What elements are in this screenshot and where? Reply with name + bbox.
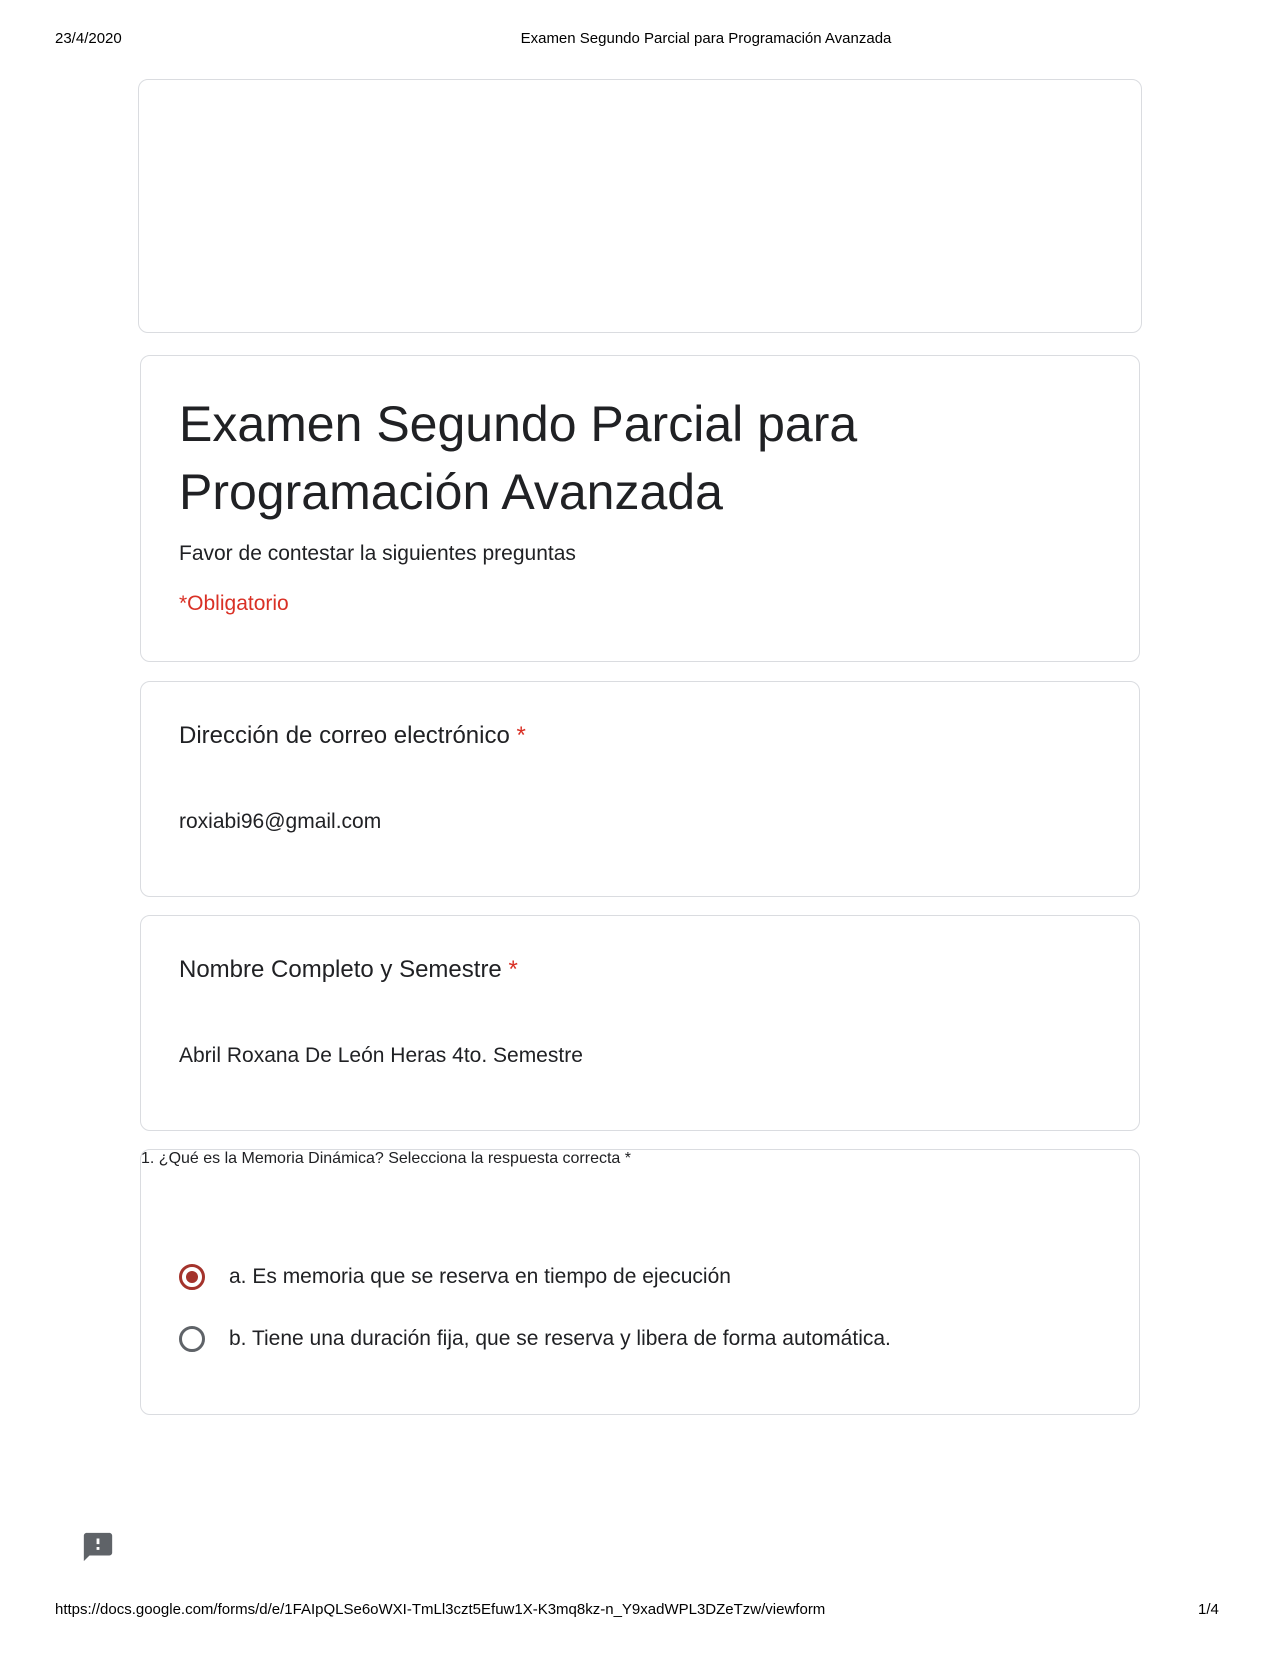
question-card-name (140, 915, 1140, 1131)
question-label (179, 722, 526, 750)
form-description: Favor de contestar la siguientes preguntas (179, 542, 576, 565)
required-asterisk: * (624, 1150, 632, 1167)
print-header (0, 30, 1280, 54)
question-label (141, 1150, 1139, 1168)
print-doc-title: Examen Segundo Parcial para Programación Avanzada (520, 30, 892, 47)
required-asterisk: * (516, 722, 526, 749)
print-url: https://docs.google.com/forms/d/e/1FAIpQLSe6oWXI-TmLl3czt5Efuw1X-K3mq8kz-n_Y9xadWPL3DZeTzw/viewform (55, 1601, 826, 1618)
radio-selected-icon[interactable] (179, 1264, 205, 1290)
question-card-memoria (140, 1149, 1140, 1415)
radio-option-b[interactable] (179, 1326, 891, 1352)
email-answer[interactable]: roxiabi96@gmail.com (179, 810, 382, 833)
name-answer[interactable]: Abril Roxana De León Heras 4to. Semestre (179, 1044, 583, 1067)
question-card-email (140, 681, 1140, 897)
option-label: b. Tiene una duración fija, que se reserva y libera de forma automática. (229, 1327, 891, 1350)
radio-unselected-icon[interactable] (179, 1326, 205, 1352)
question-label (179, 956, 518, 984)
feedback-icon[interactable] (81, 1530, 115, 1564)
question-title: 1. ¿Qué es la Memoria Dinámica? Selecciona la respuesta correcta (141, 1150, 621, 1167)
question-title: Dirección de correo electrónico (179, 722, 510, 749)
form-banner (138, 79, 1142, 333)
required-asterisk: * (508, 956, 518, 983)
form-title: Examen Segundo Parcial para Programación Avanzada (179, 396, 858, 520)
required-note: *Obligatorio (179, 592, 289, 615)
radio-option-a[interactable] (179, 1264, 731, 1290)
print-page-number: 1/4 (1198, 1601, 1219, 1618)
print-date: 23/4/2020 (55, 30, 122, 47)
form-header-card (140, 355, 1140, 662)
option-label: a. Es memoria que se reserva en tiempo de ejecución (229, 1265, 731, 1288)
question-title: Nombre Completo y Semestre (179, 956, 502, 983)
